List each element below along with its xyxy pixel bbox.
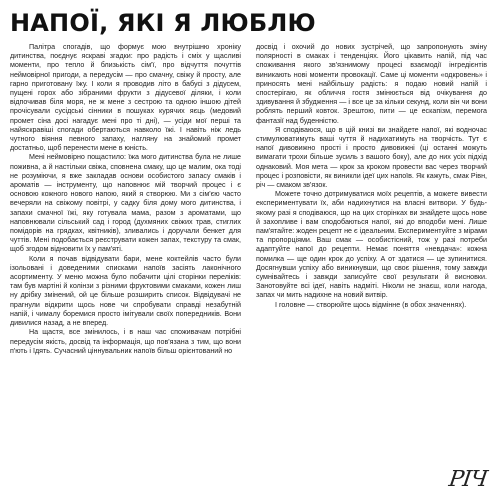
paragraph: На щастя, все змінилось, і в наш час споживачам потрібні передусім якість, досвід та інформація, що пов'язана з тим, що вони п'ють і їдять. Сучасний ціннувальник напоїв більш орієнтований но bbox=[10, 328, 241, 355]
paragraph: Коли я почав відвідувати бари, мене коктейлів часто були ізольовані і доведеними списками напоїв засіять лаконічного асортименту. У меню можна було побачити цілі сторінки переліків: там був мартіні й колінзи з різними фруктовими смаками, кожен лиш ну дрібку змінений, ой це більше розширить список. Відвідувачі не прагнули відкрити щось нове чи спробувати справді незабутній напій, і чималу боремися просто імітували своїх попередників. Вони дивилися назад, а не вперед. bbox=[10, 254, 241, 328]
page-title: НАПОЇ, ЯКІ Я ЛЮБЛЮ bbox=[10, 9, 316, 37]
paragraph: Палітра спогадів, що формує мою внутрішню хроніку дитинства, поєднує яскраві згадки: про радість і сміх у щасливі моменти, про тепло й близькість сім'ї, про відчуття почуттів неймовірної пригоди, а передусім — про смачну, свіжу й просту, але гарно приготовану їжу. І коли я проводив літо в бабусі з дідусем, пущені горох або зібраними фрукти з дідусевої діляки, і коли відпочивав біля моря, не ж мене з сестрою та одною іншою дітей прочісували сусідські сінники в пошуках курячих яєць (медовий промет сіна досі нагадує мені про ті дні), — усіди мої перші та найяскравіші спогади обертаються навколо їжі. І навіть ніж ледь чутного віяння певного запаху, нагляну на знайомий промет достатньо, щоб перенести мене в юність. bbox=[10, 43, 241, 153]
paragraph: І головне — створюйте щось відмінне (в обох значеннях). bbox=[275, 300, 467, 309]
left-column bbox=[10, 43, 241, 495]
paragraph: Я сподіваюся, що в цій книзі ви знайдете напої, які водночас стимулюватимуть ваші чуття й надихатимуть на творчість. Тут є напої дивовижно прості і просто дивовижні (ці останні можуть вимагати трохи більше зусиль з вашого боку), але до них усіх підхід однаковий. Моя мета — крок за кроком провести вас через творчий процес і розповісти, як виникли ідеї цих напоїв. Як кажуть, смак Рівн, річ — смаком зв'язок. bbox=[256, 125, 487, 190]
text-columns bbox=[10, 43, 487, 495]
author-signature: РІЧ bbox=[446, 467, 488, 492]
paragraph: досвід і охочий до нових зустрічей, що запропонують зміну полярності в смаках і тенденціях. Його цікавить напій, під час споживання якого зв'язнимому процесі взаємодії інгредієнтів виникають нові моменти провокації. Саме ці моменти «одкровень» і приносять мені найбільшу радість: я подаю новий напій і спостерігаю, як обличчя гостя змінюється від очікування до здивування й збудження — і все це за кільки секунд, коли він чи вони роблять перший ковток. Зрештою, пити — це ескапізм, перемога фантазії над буденністю. bbox=[256, 43, 487, 125]
paragraph: Мені неймовірно пощастило: їжа мого дитинства була не лише поживна, а й настільки свіжа, сповнена смаку, що це малим, ока тоді не розуміючи, я вже закладав основи особистого запасу смаків і ароматів — інструменту, що наповнює мій творчий процес і є основою кожного нового напою, який я створюю. Ми з сім'єю часто вечеряли на свіжому повітрі, у садку біля дому мого дитинства, і запахи смачної їжі, яку готувала мама, разом з ароматами, що наповнювали сільський сад і город (духмяних свіжих трав, стиглих помідорів на грядках, квітників), зливались і доручали бенкет для чуттів. Мені подобається реєструвати кожен запах, текстуру та смак, щоб згодом відновити їх у пам'яті. bbox=[10, 153, 241, 254]
paragraph: Можете точно дотримуватися моїх рецептів, а можете вивести експериментувати їх, аби надихнутися на власні витвори. У будь-якому разі я сподіваюся, що на цих сторінках ви знайдете щось нове й захопливе і вам сподобаються напої, які до вподоби мені. Лише пам'ятайте: жоден рецепт не є ідеальним. Експериментуйте з мірами та пропорціями. Ваш смак — особистісний, тож у разі потреби адаптуйте напої до рецепти. Немає поняття «невдача»: кожна помилка — ще один крок до успіху. А от здатися — це зупинитися. Досягнувши успіху або виникнувши, що своє рішення, тому завжди сумнівайтесь і завжди записуйте свої результати й висновки. Занотовуйте всі ідеї, навіть надміті. Ніколи не знаєш, коли нагода, запах чи мить надихне на новий витвір. bbox=[256, 190, 487, 300]
right-column bbox=[256, 43, 487, 495]
